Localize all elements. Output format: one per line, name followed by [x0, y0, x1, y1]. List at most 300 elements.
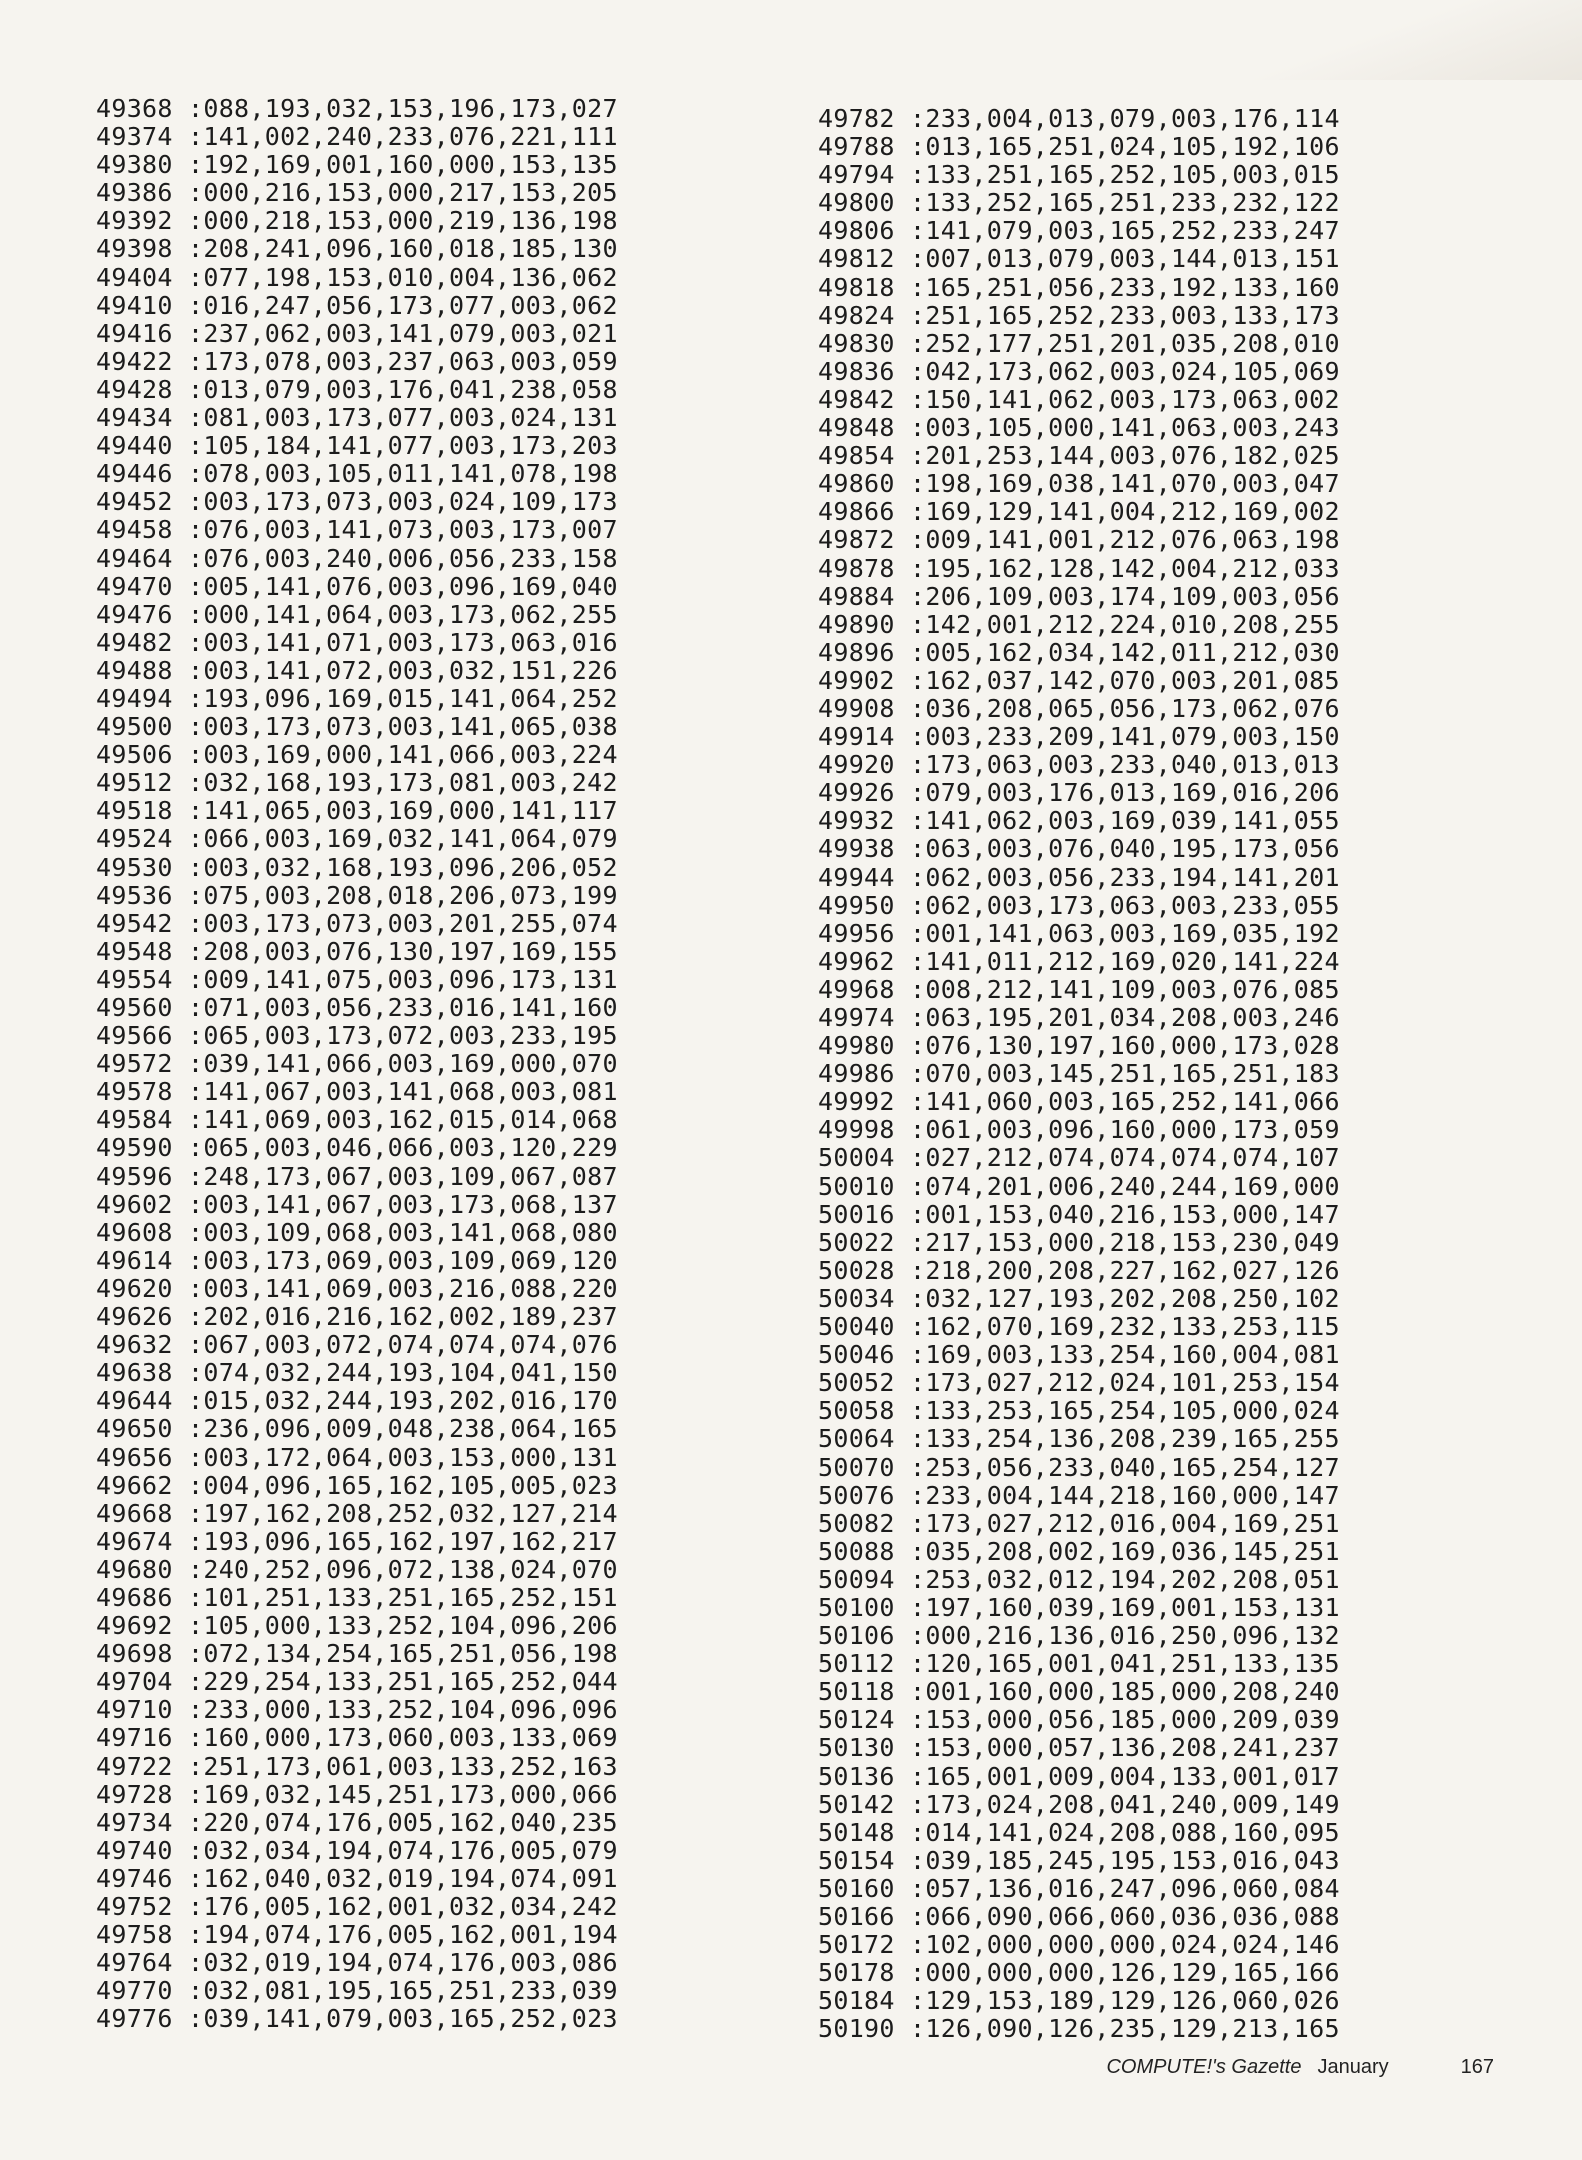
line-bytes: :141,065,003,169,000,141,117 [188, 796, 618, 826]
listing-line [818, 920, 1340, 948]
listing-line [96, 1893, 618, 1921]
line-bytes: :057,136,016,247,096,060,084 [910, 1873, 1340, 1903]
line-bytes: :074,032,244,193,104,041,150 [188, 1358, 618, 1388]
line-bytes: :076,003,240,006,056,233,158 [188, 543, 618, 573]
line-bytes: :001,153,040,216,153,000,147 [910, 1199, 1340, 1229]
line-bytes: :016,247,056,173,077,003,062 [188, 290, 618, 320]
line-address: 49938 [818, 834, 895, 864]
listing-line [96, 179, 618, 207]
line-address: 49770 [96, 1976, 173, 2006]
line-bytes: :065,003,046,066,003,120,229 [188, 1133, 618, 1163]
line-address: 49890 [818, 609, 895, 639]
line-bytes: :003,032,168,193,096,206,052 [188, 852, 618, 882]
line-bytes: :142,001,212,224,010,208,255 [910, 609, 1340, 639]
line-bytes: :032,127,193,202,208,250,102 [910, 1283, 1340, 1313]
listing-line [96, 1359, 618, 1387]
line-address: 50178 [818, 1958, 895, 1988]
listing-line [96, 1865, 618, 1893]
line-bytes: :013,165,251,024,105,192,106 [910, 132, 1340, 162]
listing-line [818, 161, 1340, 189]
listing-column-right [818, 105, 1340, 2043]
line-bytes: :079,003,176,013,169,016,206 [910, 778, 1340, 808]
line-address: 49812 [818, 244, 895, 274]
line-address: 49644 [96, 1386, 173, 1416]
listing-line [96, 1134, 618, 1162]
line-bytes: :042,173,062,003,024,105,069 [910, 356, 1340, 386]
line-bytes: :032,019,194,074,176,003,086 [188, 1948, 618, 1978]
line-bytes: :197,162,208,252,032,127,214 [188, 1498, 618, 1528]
listing-line [818, 414, 1340, 442]
line-address: 49908 [818, 693, 895, 723]
line-bytes: :003,105,000,141,063,003,243 [910, 413, 1340, 443]
line-bytes: :027,212,074,074,074,074,107 [910, 1143, 1340, 1173]
listing-line [818, 330, 1340, 358]
line-bytes: :061,003,096,160,000,173,059 [910, 1115, 1340, 1145]
line-address: 50148 [818, 1817, 895, 1847]
line-bytes: :003,141,072,003,032,151,226 [188, 655, 618, 685]
line-bytes: :197,160,039,169,001,153,131 [910, 1592, 1340, 1622]
line-address: 49554 [96, 964, 173, 994]
line-bytes: :081,003,173,077,003,024,131 [188, 403, 618, 433]
line-bytes: :072,134,254,165,251,056,198 [188, 1639, 618, 1669]
line-address: 49578 [96, 1077, 173, 1107]
line-bytes: :192,169,001,160,000,153,135 [188, 150, 618, 180]
line-bytes: :003,109,068,003,141,068,080 [188, 1217, 618, 1247]
listing-line [818, 1819, 1340, 1847]
line-bytes: :101,251,133,251,165,252,151 [188, 1582, 618, 1612]
listing-line [96, 432, 618, 460]
line-bytes: :169,129,141,004,212,169,002 [910, 497, 1340, 527]
listing-line [818, 526, 1340, 554]
line-address: 49452 [96, 487, 173, 517]
line-bytes: :126,090,126,235,129,213,165 [910, 2014, 1340, 2044]
listing-line [96, 95, 618, 123]
line-address: 50088 [818, 1536, 895, 1566]
listing-line [96, 1387, 618, 1415]
line-bytes: :165,251,056,233,192,133,160 [910, 272, 1340, 302]
line-address: 50040 [818, 1312, 895, 1342]
listing-line [818, 583, 1340, 611]
line-bytes: :173,063,003,233,040,013,013 [910, 750, 1340, 780]
line-bytes: :001,160,000,185,000,208,240 [910, 1677, 1340, 1707]
listing-line [818, 217, 1340, 245]
line-bytes: :233,000,133,252,104,096,096 [188, 1695, 618, 1725]
listing-line [96, 1415, 618, 1443]
line-bytes: :220,074,176,005,162,040,235 [188, 1807, 618, 1837]
listing-line [818, 807, 1340, 835]
line-address: 49746 [96, 1863, 173, 1893]
line-address: 49494 [96, 683, 173, 713]
line-bytes: :141,011,212,169,020,141,224 [910, 946, 1340, 976]
line-bytes: :088,193,032,153,196,173,027 [188, 94, 618, 123]
listing-line [96, 1724, 618, 1752]
line-bytes: :013,079,003,176,041,238,058 [188, 374, 618, 404]
line-address: 49476 [96, 599, 173, 629]
listing-line [96, 910, 618, 938]
listing-line [96, 1078, 618, 1106]
line-bytes: :032,168,193,173,081,003,242 [188, 768, 618, 798]
listing-line [818, 1397, 1340, 1425]
line-bytes: :007,013,079,003,144,013,151 [910, 244, 1340, 274]
listing-line [818, 1791, 1340, 1819]
line-bytes: :076,003,141,073,003,173,007 [188, 515, 618, 545]
line-bytes: :062,003,173,063,003,233,055 [910, 890, 1340, 920]
line-address: 49962 [818, 946, 895, 976]
line-address: 49884 [818, 581, 895, 611]
listing-line [96, 1837, 618, 1865]
line-address: 50058 [818, 1396, 895, 1426]
line-address: 49980 [818, 1031, 895, 1061]
line-address: 49404 [96, 262, 173, 292]
line-bytes: :251,173,061,003,133,252,163 [188, 1751, 618, 1781]
line-address: 50016 [818, 1199, 895, 1229]
line-bytes: :198,169,038,141,070,003,047 [910, 469, 1340, 499]
line-bytes: :005,141,076,003,096,169,040 [188, 571, 618, 601]
line-bytes: :202,016,216,162,002,189,237 [188, 1302, 618, 1332]
line-bytes: :150,141,062,003,173,063,002 [910, 384, 1340, 414]
line-address: 49608 [96, 1217, 173, 1247]
line-bytes: :076,130,197,160,000,173,028 [910, 1031, 1340, 1061]
line-address: 50028 [818, 1255, 895, 1285]
line-address: 49614 [96, 1245, 173, 1275]
page-footer [1106, 2056, 1494, 2079]
line-bytes: :039,141,066,003,169,000,070 [188, 1049, 618, 1079]
line-bytes: :000,141,064,003,173,062,255 [188, 599, 618, 629]
line-bytes: :141,062,003,169,039,141,055 [910, 806, 1340, 836]
listing-line [818, 1903, 1340, 1931]
line-address: 49440 [96, 431, 173, 461]
listing-line [818, 1510, 1340, 1538]
line-bytes: :077,198,153,010,004,136,062 [188, 262, 618, 292]
line-address: 50052 [818, 1368, 895, 1398]
line-address: 50184 [818, 1986, 895, 2016]
listing-line [818, 1173, 1340, 1201]
line-address: 49398 [96, 234, 173, 264]
listing-line [818, 1566, 1340, 1594]
line-address: 49998 [818, 1115, 895, 1145]
line-address: 50064 [818, 1424, 895, 1454]
listing-line [96, 1106, 618, 1134]
listing-line [818, 1875, 1340, 1903]
line-address: 49572 [96, 1049, 173, 1079]
listing-column-left [96, 95, 618, 2033]
listing-line [96, 882, 618, 910]
line-address: 49428 [96, 374, 173, 404]
listing-line [96, 348, 618, 376]
listing-line [818, 1313, 1340, 1341]
listing-line [818, 751, 1340, 779]
listing-line [96, 1612, 618, 1640]
line-address: 49458 [96, 515, 173, 545]
line-address: 49686 [96, 1582, 173, 1612]
line-bytes: :141,067,003,141,068,003,081 [188, 1077, 618, 1107]
line-address: 49788 [818, 132, 895, 162]
line-address: 49932 [818, 806, 895, 836]
listing-line [96, 573, 618, 601]
line-bytes: :165,001,009,004,133,001,017 [910, 1761, 1340, 1791]
listing-line [96, 292, 618, 320]
line-bytes: :141,002,240,233,076,221,111 [188, 122, 618, 152]
listing-line [818, 1847, 1340, 1875]
line-address: 50118 [818, 1677, 895, 1707]
line-address: 49638 [96, 1358, 173, 1388]
listing-line [818, 1931, 1340, 1959]
listing-line [96, 460, 618, 488]
line-bytes: :105,184,141,077,003,173,203 [188, 431, 618, 461]
line-address: 49764 [96, 1948, 173, 1978]
line-address: 50124 [818, 1705, 895, 1735]
listing-line [818, 1734, 1340, 1762]
line-bytes: :001,141,063,003,169,035,192 [910, 918, 1340, 948]
line-bytes: :253,056,233,040,165,254,127 [910, 1452, 1340, 1482]
line-bytes: :003,173,073,003,201,255,074 [188, 908, 618, 938]
listing-line [818, 1622, 1340, 1650]
line-address: 49590 [96, 1133, 173, 1163]
listing-line [96, 685, 618, 713]
line-address: 50142 [818, 1789, 895, 1819]
line-bytes: :063,003,076,040,195,173,056 [910, 834, 1340, 864]
line-address: 49992 [818, 1087, 895, 1117]
listing-line [818, 1706, 1340, 1734]
listing-line [818, 1987, 1340, 2015]
line-address: 49800 [818, 188, 895, 218]
line-address: 49878 [818, 553, 895, 583]
listing-line [96, 404, 618, 432]
line-address: 49416 [96, 318, 173, 348]
line-bytes: :036,208,065,056,173,062,076 [910, 693, 1340, 723]
line-bytes: :173,027,212,016,004,169,251 [910, 1508, 1340, 1538]
line-address: 50106 [818, 1621, 895, 1651]
line-bytes: :032,034,194,074,176,005,079 [188, 1835, 618, 1865]
listing-line [96, 601, 618, 629]
listing-line [96, 1331, 618, 1359]
listing-line [96, 1444, 618, 1472]
line-address: 49950 [818, 890, 895, 920]
line-address: 49650 [96, 1414, 173, 1444]
line-bytes: :015,032,244,193,202,016,170 [188, 1386, 618, 1416]
issue-month: January [1317, 2056, 1389, 2078]
listing-line [818, 1144, 1340, 1172]
line-address: 49920 [818, 750, 895, 780]
listing-line [818, 976, 1340, 1004]
line-bytes: :201,253,144,003,076,182,025 [910, 441, 1340, 471]
listing-line [96, 1303, 618, 1331]
line-address: 49824 [818, 300, 895, 330]
line-bytes: :065,003,173,072,003,233,195 [188, 1021, 618, 1051]
line-bytes: :003,173,073,003,141,065,038 [188, 712, 618, 742]
line-address: 49500 [96, 712, 173, 742]
line-bytes: :003,173,073,003,024,109,173 [188, 487, 618, 517]
line-bytes: :133,253,165,254,105,000,024 [910, 1396, 1340, 1426]
line-bytes: :003,141,069,003,216,088,220 [188, 1273, 618, 1303]
line-bytes: :233,004,144,218,160,000,147 [910, 1480, 1340, 1510]
listing-line [96, 966, 618, 994]
line-address: 49548 [96, 936, 173, 966]
line-address: 49620 [96, 1273, 173, 1303]
line-address: 49680 [96, 1554, 173, 1584]
line-bytes: :194,074,176,005,162,001,194 [188, 1920, 618, 1950]
line-address: 49524 [96, 824, 173, 854]
line-address: 49596 [96, 1161, 173, 1191]
line-address: 49536 [96, 880, 173, 910]
line-address: 50154 [818, 1845, 895, 1875]
listing-line [96, 1528, 618, 1556]
line-bytes: :193,096,169,015,141,064,252 [188, 683, 618, 713]
line-address: 49386 [96, 178, 173, 208]
listing-line [96, 151, 618, 179]
listing-line [818, 695, 1340, 723]
line-bytes: :133,251,165,252,105,003,015 [910, 160, 1340, 190]
line-address: 49776 [96, 2004, 173, 2034]
listing-line [96, 264, 618, 292]
line-address: 50010 [818, 1171, 895, 1201]
listing-line [818, 1088, 1340, 1116]
line-bytes: :074,201,006,240,244,169,000 [910, 1171, 1340, 1201]
listing-line [818, 105, 1340, 133]
line-address: 49866 [818, 497, 895, 527]
line-bytes: :162,070,169,232,133,253,115 [910, 1312, 1340, 1342]
line-bytes: :229,254,133,251,165,252,044 [188, 1667, 618, 1697]
listing-line [96, 123, 618, 151]
line-bytes: :105,000,133,252,104,096,206 [188, 1611, 618, 1641]
line-address: 50046 [818, 1340, 895, 1370]
line-bytes: :169,032,145,251,173,000,066 [188, 1779, 618, 1809]
line-address: 49794 [818, 160, 895, 190]
line-address: 49374 [96, 122, 173, 152]
line-bytes: :236,096,009,048,238,064,165 [188, 1414, 618, 1444]
line-bytes: :169,003,133,254,160,004,081 [910, 1340, 1340, 1370]
line-bytes: :035,208,002,169,036,145,251 [910, 1536, 1340, 1566]
listing-line [818, 1116, 1340, 1144]
listing-line [818, 1678, 1340, 1706]
line-address: 50136 [818, 1761, 895, 1791]
line-address: 49410 [96, 290, 173, 320]
line-address: 49542 [96, 908, 173, 938]
line-bytes: :062,003,056,233,194,141,201 [910, 862, 1340, 892]
line-address: 49422 [96, 346, 173, 376]
line-bytes: :014,141,024,208,088,160,095 [910, 1817, 1340, 1847]
listing-line [818, 835, 1340, 863]
listing-line [96, 1219, 618, 1247]
line-address: 50034 [818, 1283, 895, 1313]
line-address: 49518 [96, 796, 173, 826]
listing-line [96, 741, 618, 769]
line-address: 49926 [818, 778, 895, 808]
line-address: 49944 [818, 862, 895, 892]
line-bytes: :252,177,251,201,035,208,010 [910, 328, 1340, 358]
listing-line [96, 657, 618, 685]
line-bytes: :208,241,096,160,018,185,130 [188, 234, 618, 264]
listing-line [96, 488, 618, 516]
listing-line [96, 1668, 618, 1696]
listing-line [818, 1229, 1340, 1257]
line-address: 49530 [96, 852, 173, 882]
line-bytes: :075,003,208,018,206,073,199 [188, 880, 618, 910]
line-bytes: :162,040,032,019,194,074,091 [188, 1863, 618, 1893]
line-bytes: :217,153,000,218,153,230,049 [910, 1227, 1340, 1257]
line-address: 50022 [818, 1227, 895, 1257]
listing-line [96, 769, 618, 797]
line-address: 49872 [818, 525, 895, 555]
line-address: 49506 [96, 740, 173, 770]
line-address: 49482 [96, 627, 173, 657]
line-bytes: :153,000,057,136,208,241,237 [910, 1733, 1340, 1763]
listing-line [818, 639, 1340, 667]
listing-line [818, 1763, 1340, 1791]
line-address: 50112 [818, 1649, 895, 1679]
line-address: 50070 [818, 1452, 895, 1482]
line-bytes: :066,090,066,060,036,036,088 [910, 1902, 1340, 1931]
line-bytes: :078,003,105,011,141,078,198 [188, 459, 618, 489]
line-bytes: :195,162,128,142,004,212,033 [910, 553, 1340, 583]
line-bytes: :008,212,141,109,003,076,085 [910, 974, 1340, 1004]
page-number: 167 [1460, 2056, 1494, 2078]
listing-line [96, 1640, 618, 1668]
line-address: 49860 [818, 469, 895, 499]
line-bytes: :248,173,067,003,109,067,087 [188, 1161, 618, 1191]
listing-line [818, 442, 1340, 470]
listing-line [96, 1472, 618, 1500]
listing-line [818, 1004, 1340, 1032]
line-bytes: :071,003,056,233,016,141,160 [188, 993, 618, 1022]
listing-line [818, 779, 1340, 807]
listing-line [96, 235, 618, 263]
listing-line [818, 864, 1340, 892]
listing-line [96, 1977, 618, 2005]
listing-line [818, 358, 1340, 386]
line-address: 49914 [818, 722, 895, 752]
line-address: 49968 [818, 974, 895, 1004]
page-corner-shadow [1240, 0, 1582, 80]
line-bytes: :173,024,208,041,240,009,149 [910, 1789, 1340, 1819]
line-address: 49830 [818, 328, 895, 358]
line-address: 50076 [818, 1480, 895, 1510]
line-address: 49902 [818, 665, 895, 695]
line-bytes: :160,000,173,060,003,133,069 [188, 1723, 618, 1753]
line-address: 49896 [818, 637, 895, 667]
listing-line [96, 854, 618, 882]
listing-line [818, 1285, 1340, 1313]
line-address: 50082 [818, 1508, 895, 1538]
line-bytes: :218,200,208,227,162,027,126 [910, 1255, 1340, 1285]
listing-line [96, 1050, 618, 1078]
line-address: 49710 [96, 1695, 173, 1725]
listing-line [818, 1369, 1340, 1397]
listing-line [96, 207, 618, 235]
line-bytes: :253,032,012,194,202,208,051 [910, 1564, 1340, 1594]
line-address: 49446 [96, 459, 173, 489]
line-bytes: :240,252,096,072,138,024,070 [188, 1554, 618, 1584]
listing-line [818, 723, 1340, 751]
listing-line [96, 1500, 618, 1528]
line-address: 49728 [96, 1779, 173, 1809]
listing-line [818, 133, 1340, 161]
listing-line [96, 1556, 618, 1584]
listing-line [818, 1060, 1340, 1088]
line-address: 50166 [818, 1902, 895, 1931]
listing-line [818, 667, 1340, 695]
line-address: 49716 [96, 1723, 173, 1753]
line-address: 49674 [96, 1526, 173, 1556]
listing-line [96, 1696, 618, 1724]
line-address: 50004 [818, 1143, 895, 1173]
listing-line [818, 1257, 1340, 1285]
line-bytes: :070,003,145,251,165,251,183 [910, 1059, 1340, 1089]
line-bytes: :000,216,153,000,217,153,205 [188, 178, 618, 208]
listing-line [818, 386, 1340, 414]
listing-line [96, 516, 618, 544]
line-address: 49836 [818, 356, 895, 386]
